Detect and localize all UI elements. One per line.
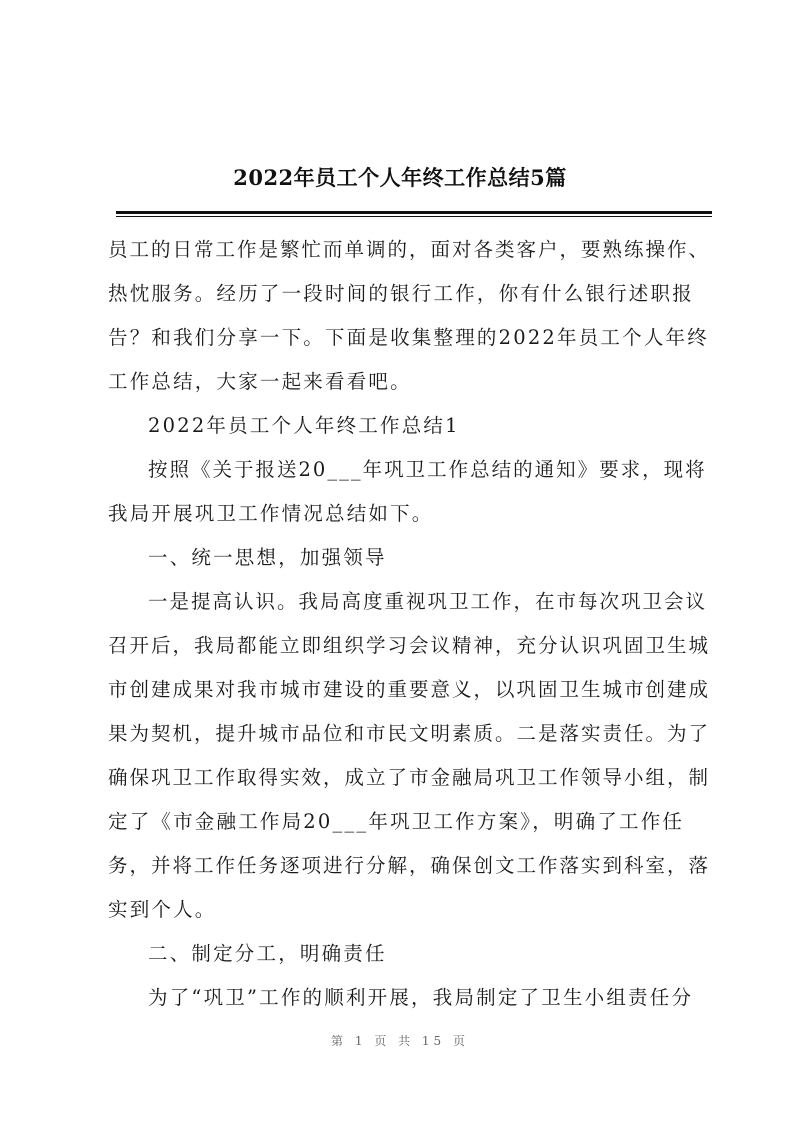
body-line: 为了“巩卫”工作的顺利开展，我局制定了卫生小组责任分 <box>148 986 694 1009</box>
body-line: 果为契机，提升城市品位和市民文明素质。二是落实责任。为了 <box>108 722 711 745</box>
title-rule-thin <box>116 216 712 217</box>
body-line: 确保巩卫工作取得实效，成立了市金融局巩卫工作领导小组，制 <box>108 766 711 789</box>
section-heading: 二、制定分工，明确责任 <box>148 942 387 965</box>
body-line: 工作总结，大家一起来看看吧。 <box>108 370 412 393</box>
body-line: 一是提高认识。我局高度重视巩卫工作，在市每次巩卫会议 <box>148 590 708 613</box>
body-line: 按照《关于报送20___年巩卫工作总结的通知》要求，现将 <box>148 458 707 481</box>
title-rule-thick <box>116 211 712 214</box>
document-title: 2022年员工个人年终工作总结5篇 <box>233 165 567 190</box>
body-line: 告？和我们分享一下。下面是收集整理的2022年员工个人年终 <box>108 326 709 349</box>
body-line: 实到个人。 <box>108 898 217 921</box>
page-number-footer: 第 1 页 共 15 页 <box>331 1034 469 1048</box>
section-heading: 一、统一思想，加强领导 <box>148 546 387 569</box>
body-line: 召开后，我局都能立即组织学习会议精神，充分认识巩固卫生城 <box>108 634 711 657</box>
section-heading: 2022年员工个人年终工作总结1 <box>148 414 460 437</box>
body-line: 市创建成果对我市城市建设的重要意义，以巩固卫生城市创建成 <box>108 678 711 701</box>
body-line: 热忱服务。经历了一段时间的银行工作，你有什么银行述职报 <box>108 282 694 305</box>
body-line: 务，并将工作任务逐项进行分解，确保创文工作落实到科室，落 <box>108 854 711 877</box>
body-line: 我局开展巩卫工作情况总结如下。 <box>108 502 434 525</box>
body-line: 员工的日常工作是繁忙而单调的，面对各类客户，要熟练操作、 <box>108 238 711 261</box>
document-body <box>108 228 710 1020</box>
body-line: 定了《市金融工作局20___年巩卫工作方案》，明确了工作任 <box>108 810 685 833</box>
